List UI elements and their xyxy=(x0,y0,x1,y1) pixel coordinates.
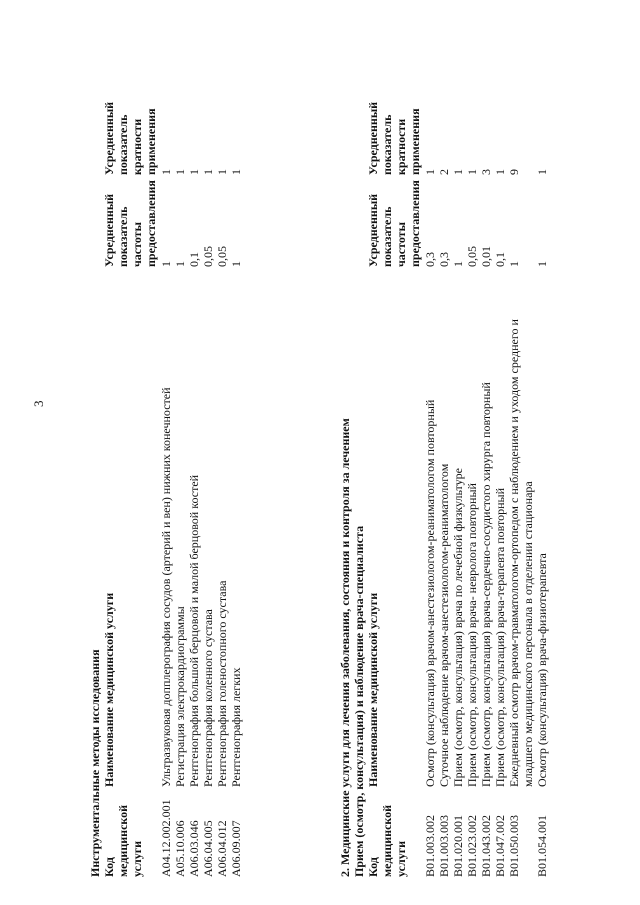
page-number: 3 xyxy=(31,400,46,407)
service-multiplicity: 1 xyxy=(159,169,173,175)
service-code: B01.023.002 xyxy=(465,814,479,877)
service-name: Рентгенография голеностопного сустава xyxy=(215,580,229,787)
service-code: B01.043.002 xyxy=(479,814,493,877)
section-title: Инструментальные методы исследования xyxy=(88,649,102,877)
header-frequency: Усредненный показатель частоты предоставления xyxy=(102,180,158,267)
service-multiplicity: 1 xyxy=(493,169,507,175)
service-code: B01.050.003 xyxy=(507,814,521,877)
service-multiplicity: 1 xyxy=(201,169,215,175)
service-name: Прием (осмотр, консультация) врача-терапевта повторный xyxy=(493,487,507,787)
service-code: A05.10.006 xyxy=(173,820,187,877)
service-code: A06.04.005 xyxy=(201,820,215,877)
service-multiplicity: 3 xyxy=(479,169,493,175)
service-frequency: 1 xyxy=(451,261,465,267)
service-name: Рентгенография легких xyxy=(229,667,243,787)
section-subtitle: Прием (осмотр, консультация) и наблюдение врача-специалиста xyxy=(352,525,366,877)
header-multiplicity: Усредненный показатель кратности применения xyxy=(366,101,422,175)
table-row xyxy=(507,85,535,877)
service-frequency: 1 xyxy=(159,261,173,267)
table-row xyxy=(423,85,437,877)
header-name: Наименование медицинской услуги xyxy=(102,592,116,787)
service-multiplicity: 2 xyxy=(437,169,451,175)
table-row xyxy=(201,85,215,877)
rotated-content xyxy=(28,37,608,877)
service-code: B01.003.003 xyxy=(437,814,451,877)
service-name: Ежедневный осмотр врачом-травматологом-ортопедом с наблюдением и уходом среднего и младшего медицинского персонала в отделении стационара xyxy=(507,319,535,787)
table-row xyxy=(493,85,507,877)
table-row xyxy=(535,85,549,877)
service-multiplicity: 9 xyxy=(507,169,521,175)
table-row xyxy=(479,85,493,877)
service-frequency: 1 xyxy=(173,261,187,267)
service-name: Прием (осмотр, консультация) врача-сердечно-сосудистого хирурга повторный xyxy=(479,382,493,787)
service-multiplicity: 1 xyxy=(451,169,465,175)
service-code: A04.12.002.001 xyxy=(159,799,173,877)
section-treatment xyxy=(338,37,549,877)
table-row xyxy=(187,85,201,877)
service-code: A06.09.007 xyxy=(229,820,243,877)
service-frequency: 0,3 xyxy=(423,252,437,267)
service-frequency: 1 xyxy=(229,261,243,267)
service-frequency: 0,05 xyxy=(465,246,479,267)
table-row xyxy=(215,85,229,877)
service-name: Прием (осмотр, консультация) врача- невролога повторный xyxy=(465,483,479,787)
service-name: Рентгенография большой берцовой и малой берцовой костей xyxy=(187,474,201,787)
table-header-row xyxy=(102,85,159,877)
services-table xyxy=(366,85,549,877)
service-code: B01.020.001 xyxy=(451,814,465,877)
service-multiplicity: 1 xyxy=(215,169,229,175)
service-frequency: 0,05 xyxy=(201,246,215,267)
service-name: Осмотр (консультация) врачом-анестезиологом-реаниматологом повторный xyxy=(423,399,437,787)
section-title: 2. Медицинские услуги для лечения заболевания, состояния и контроля за лечением xyxy=(338,418,352,877)
service-name: Ультразвуковая допплерография сосудов (артерий и вен) нижних конечностей xyxy=(159,387,173,787)
header-code: Код медицинской услуги xyxy=(102,804,144,877)
service-name: Рентгенография коленного сустава xyxy=(201,609,215,787)
service-frequency: 0,05 xyxy=(215,246,229,267)
table-row xyxy=(437,85,451,877)
service-multiplicity: 1 xyxy=(423,169,437,175)
service-name: Суточное наблюдение врачом-анестезиологом-реаниматологом xyxy=(437,463,451,787)
service-code: A06.04.012 xyxy=(215,820,229,877)
service-multiplicity: 1 xyxy=(229,169,243,175)
service-multiplicity: 1 xyxy=(535,169,549,175)
services-table xyxy=(102,85,243,877)
table-row xyxy=(451,85,465,877)
service-name: Прием (осмотр, консультация) врача по лечебной физкультуре xyxy=(451,468,465,787)
table-row xyxy=(229,85,243,877)
service-frequency: 0,1 xyxy=(493,252,507,267)
service-name: Осмотр (консультация) врача-физиотерапевта xyxy=(535,553,549,787)
service-frequency: 1 xyxy=(535,261,549,267)
service-code: A06.03.046 xyxy=(187,820,201,877)
service-multiplicity: 1 xyxy=(173,169,187,175)
service-code: B01.003.002 xyxy=(423,814,437,877)
section-instrumental xyxy=(88,37,243,877)
service-multiplicity: 1 xyxy=(465,169,479,175)
header-multiplicity: Усредненный показатель кратности применения xyxy=(102,101,158,175)
header-frequency: Усредненный показатель частоты предоставления xyxy=(366,180,422,267)
header-code: Код медицинской услуги xyxy=(366,804,408,877)
service-frequency: 0,01 xyxy=(479,246,493,267)
service-frequency: 1 xyxy=(507,261,521,267)
service-code: B01.047.002 xyxy=(493,814,507,877)
table-row xyxy=(159,85,173,877)
table-row xyxy=(173,85,187,877)
service-frequency: 0,1 xyxy=(187,252,201,267)
table-row xyxy=(465,85,479,877)
table-header-row xyxy=(366,85,423,877)
service-code: B01.054.001 xyxy=(535,814,549,877)
header-name: Наименование медицинской услуги xyxy=(366,592,380,787)
service-multiplicity: 1 xyxy=(187,169,201,175)
service-frequency: 0,3 xyxy=(437,252,451,267)
service-name: Регистрация электрокардиограммы xyxy=(173,606,187,787)
